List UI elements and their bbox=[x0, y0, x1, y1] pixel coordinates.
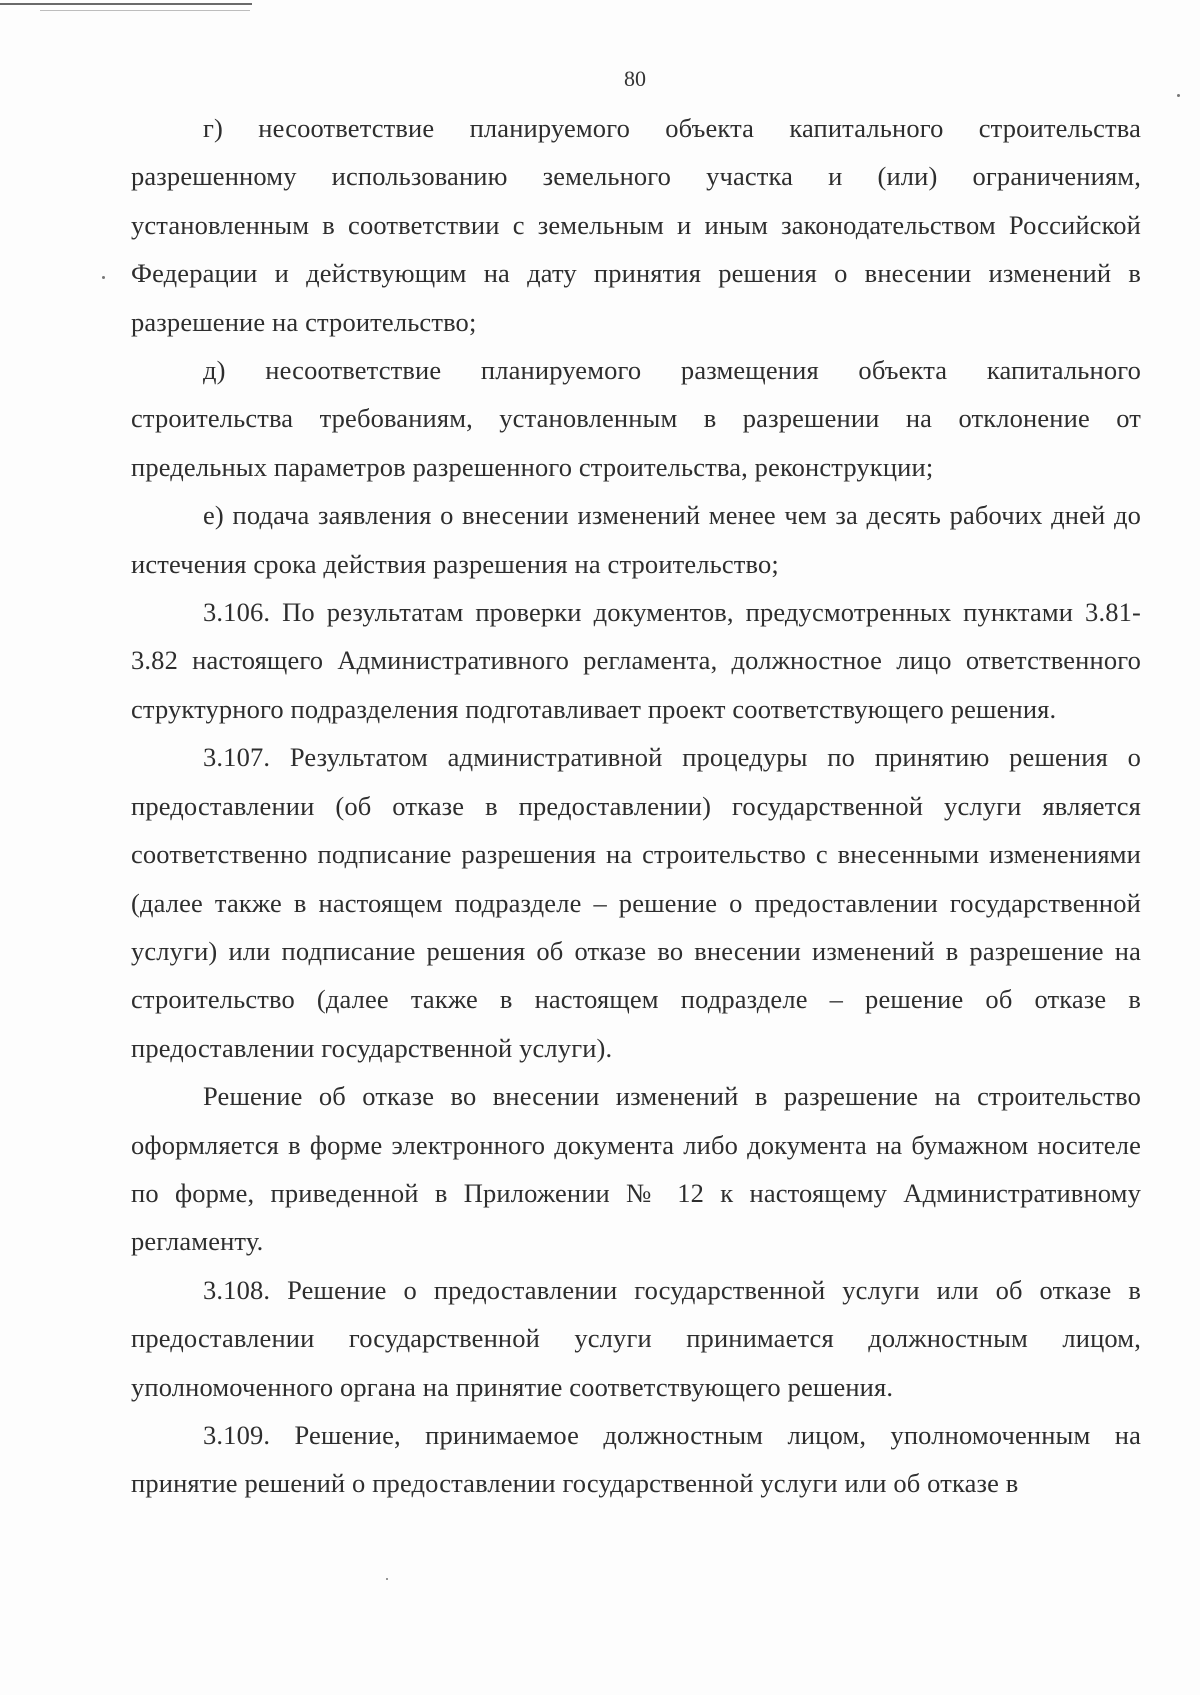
scan-edge-line-faint bbox=[40, 10, 250, 11]
paragraph-3-108: 3.108. Решение о предоставлении государственной услуги или об отказе в предоставлении государственной услуги принимается должностным лицом, уполномоченного органа на принятие соответствующего решения. bbox=[131, 1274, 1141, 1402]
scan-edge-line bbox=[0, 3, 252, 5]
paragraph-item-g: г) несоответствие планируемого объекта капитального строительства разрешенному использованию земельного участка и (или) ограничениям, установленным в соответствии с земельным и иным законодательством Российской Федерации и действующим на дату принятия решения о внесении изменений в разрешение на строительство; bbox=[131, 113, 1141, 337]
document-body bbox=[131, 104, 1141, 1508]
paragraph-item-e: е) подача заявления о внесении изменений менее чем за десять рабочих дней до истечения срока действия разрешения на строительство; bbox=[131, 500, 1141, 579]
paragraph-refusal-form: Решение об отказе во внесении изменений в разрешение на строительство оформляется в форме электронного документа либо документа на бумажном носителе по форме, приведенной в Приложении № 12 к настоящему Административному регламенту. bbox=[131, 1081, 1141, 1257]
scan-speck bbox=[386, 1578, 388, 1580]
paragraph-3-107: 3.107. Результатом административной процедуры по принятию решения о предоставлении (об отказе в предоставлении) государственной услуги является соответственно подписание разрешения на строительство с внесенными изменениями (далее также в настоящем подразделе – решение о предоставлении государственной услуги) или подписание решения об отказе во внесении изменений в разрешение на строительство (далее также в настоящем подразделе – решение об отказе в предоставлении государственной услуги). bbox=[131, 742, 1141, 1063]
scan-speck bbox=[1177, 94, 1180, 97]
page-number: 80 bbox=[624, 66, 646, 91]
paragraph-item-d: д) несоответствие планируемого размещения объекта капитального строительства требованиям, установленным в разрешении на отклонение от предельных параметров разрешенного строительства, реконструкции; bbox=[131, 355, 1141, 482]
paragraph-3-109: 3.109. Решение, принимаемое должностным лицом, уполномоченным на принятие решений о предоставлении государственной услуги или об отказе в bbox=[131, 1419, 1141, 1499]
scan-speck bbox=[102, 276, 105, 279]
paragraph-3-106: 3.106. По результатам проверки документов, предусмотренных пунктами 3.81-3.82 настоящего Административного регламента, должностное лицо ответственного структурного подразделения подготавливает проект соответствующего решения. bbox=[131, 597, 1141, 724]
